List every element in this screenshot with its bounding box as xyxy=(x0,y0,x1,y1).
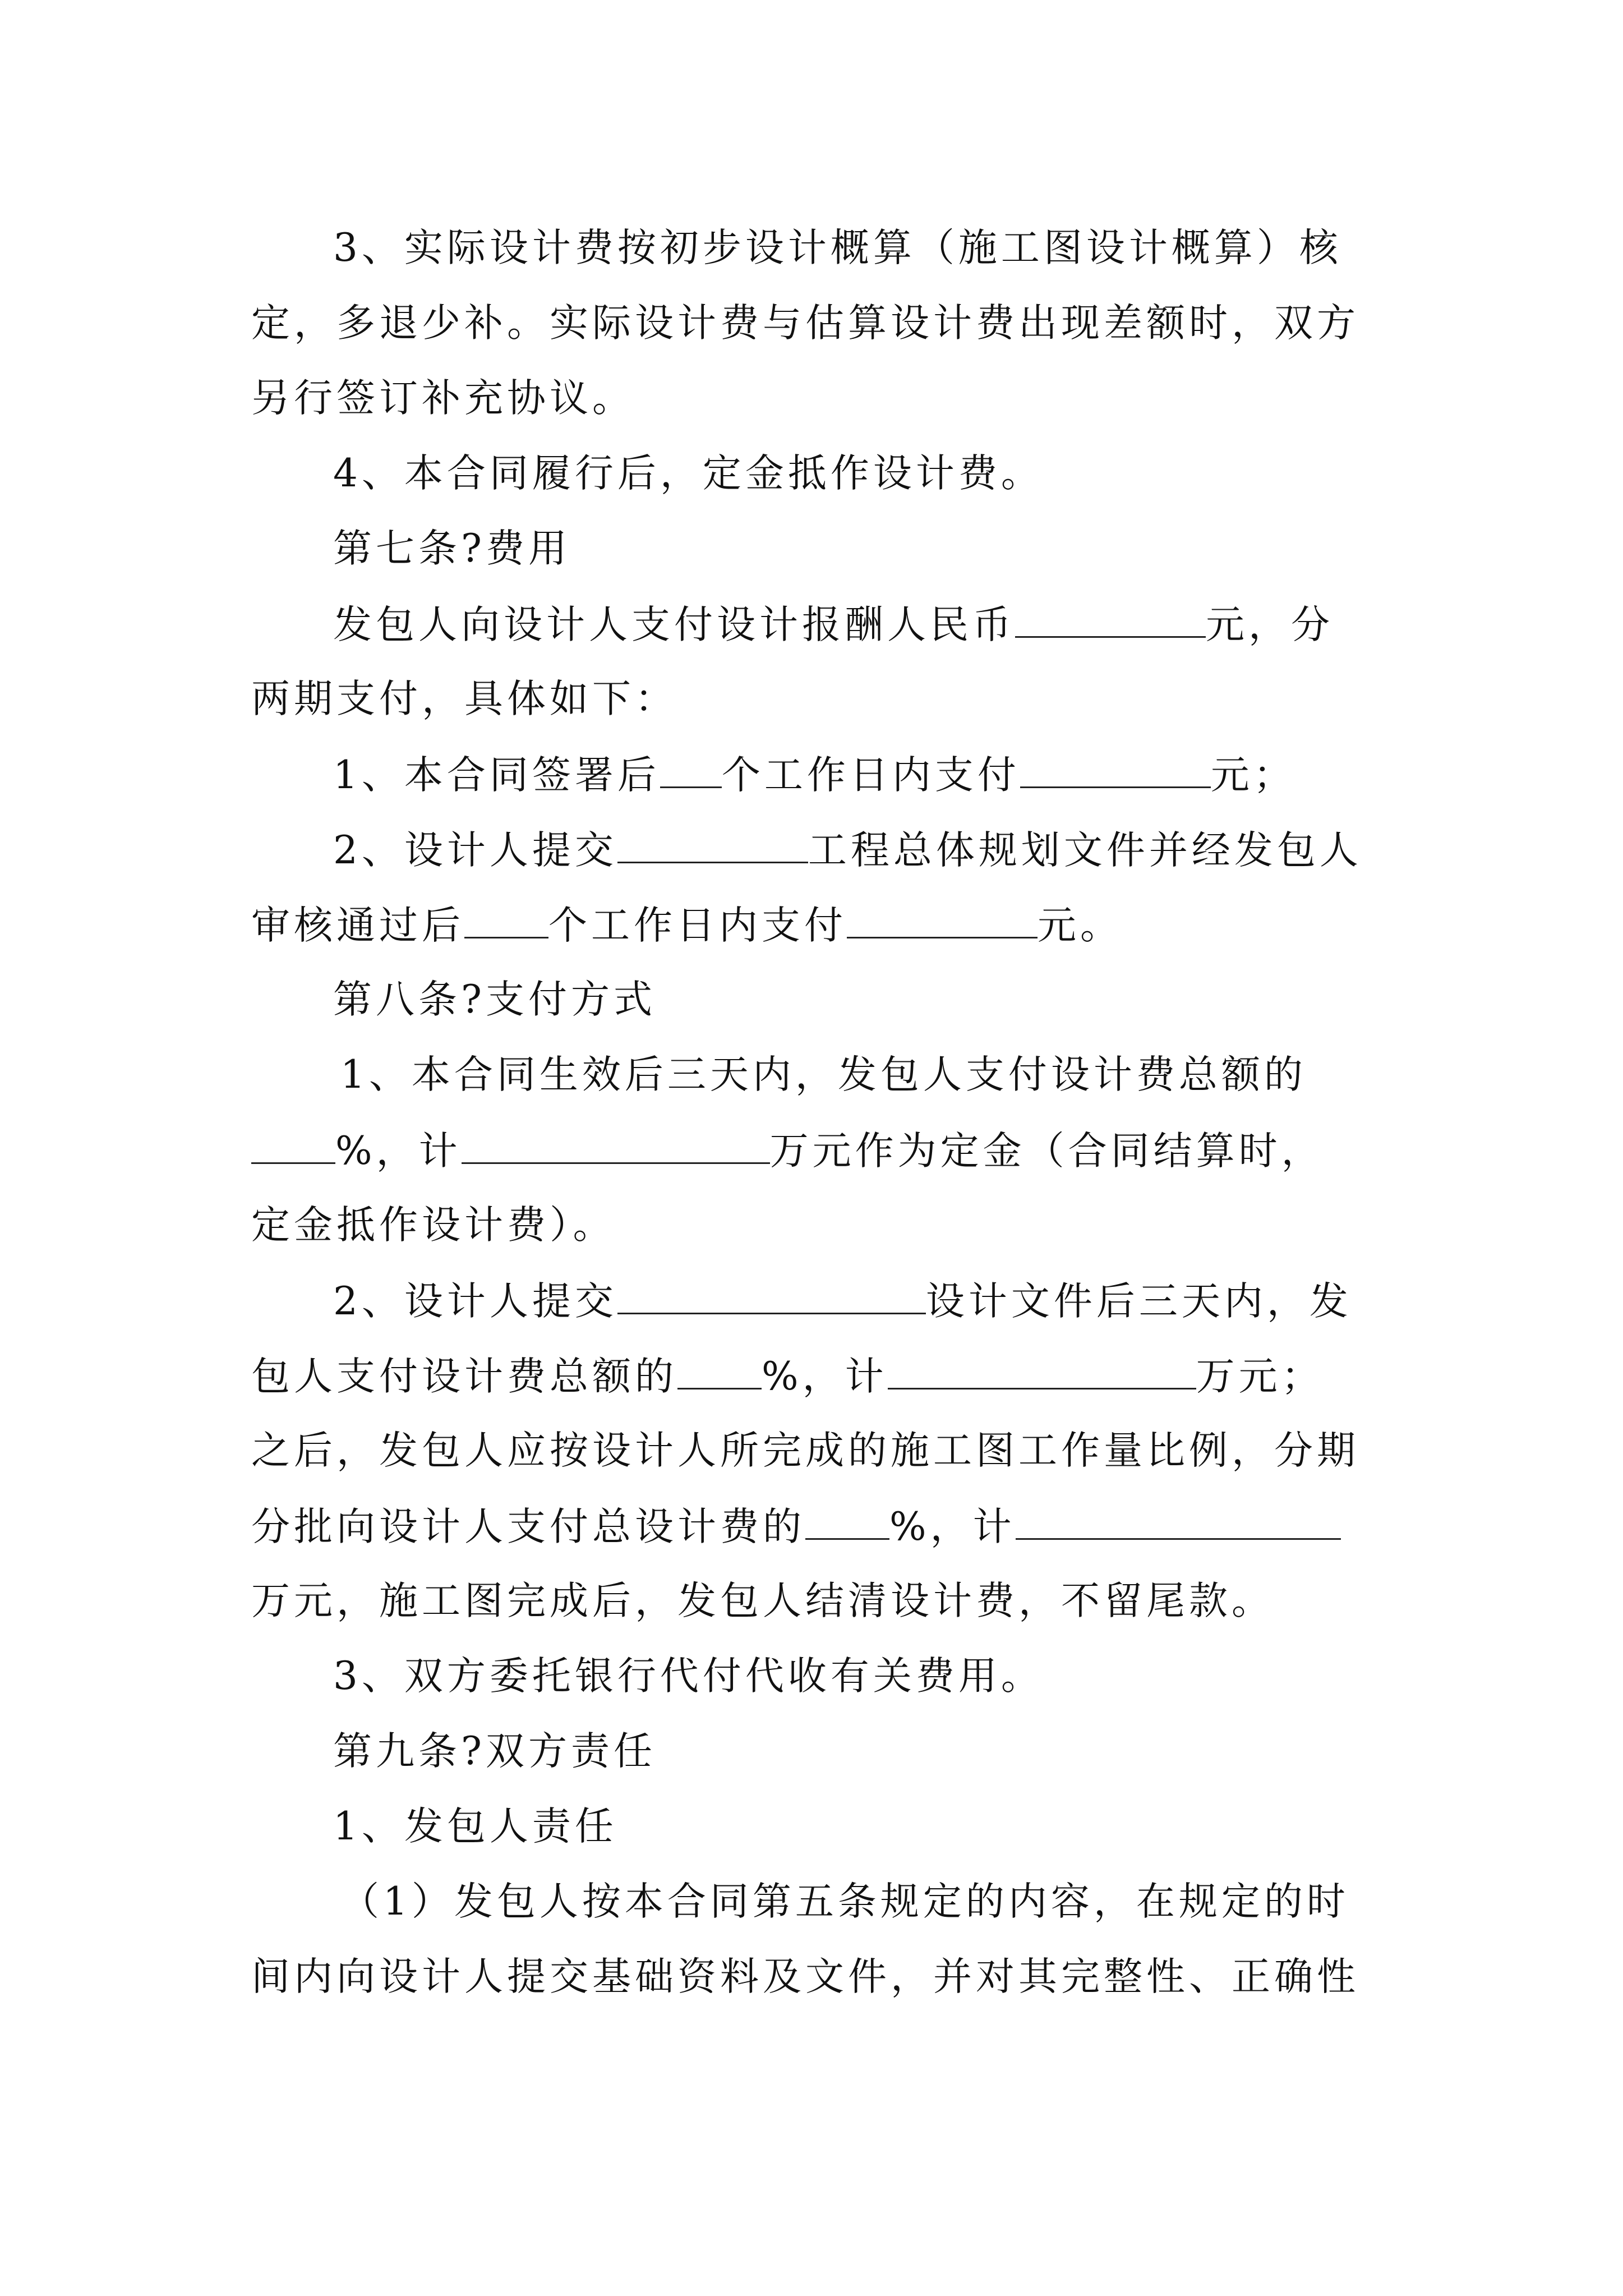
line-text: 另行签订补充协议。 xyxy=(251,376,635,421)
body-line xyxy=(251,1128,1401,1174)
line-text: 两期支付，具体如下： xyxy=(251,677,677,721)
body-line xyxy=(340,1052,1401,1097)
line-text: 设计文件后三天内，发 xyxy=(925,1279,1352,1324)
line-text: 定金抵作设计费）。 xyxy=(251,1203,616,1248)
line-text: 第八条?支付方式 xyxy=(333,977,656,1022)
line-text: 个工作日内支付 xyxy=(721,753,1020,798)
line-text: 万元，施工图完成后，发包人结清设计费，不留尾款。 xyxy=(251,1579,1274,1623)
line-text: 2、设计人提交 xyxy=(333,1279,617,1324)
body-line xyxy=(251,1503,1401,1549)
line-text: 工程总体规划文件并经发包人 xyxy=(808,828,1362,873)
body-line xyxy=(251,376,1401,421)
fill-blank xyxy=(617,1278,926,1314)
line-text: （1）发包人按本合同第五条规定的内容，在规定的时 xyxy=(340,1879,1349,1924)
line-text: 包人支付设计费总额的 xyxy=(251,1354,677,1399)
body-line xyxy=(333,226,1401,270)
fill-blank xyxy=(805,1503,889,1540)
line-text: 4、本合同履行后，定金抵作设计费。 xyxy=(333,451,1044,496)
line-text: 第七条?费用 xyxy=(333,526,571,571)
body-line xyxy=(333,451,1401,496)
body-line xyxy=(333,827,1401,873)
fill-blank xyxy=(1020,752,1211,788)
article-heading xyxy=(333,1729,1401,1774)
fill-blank xyxy=(1015,601,1206,638)
fill-blank xyxy=(464,902,548,938)
line-text: 2、设计人提交 xyxy=(333,828,617,873)
line-text: 万元； xyxy=(1196,1354,1324,1399)
fill-blank xyxy=(888,1353,1196,1389)
body-line xyxy=(333,1654,1401,1699)
line-text: %，计 xyxy=(889,1504,1016,1549)
body-line xyxy=(251,1428,1401,1473)
line-text: 第九条?双方责任 xyxy=(333,1729,656,1774)
line-text: 3、双方委托银行代付代收有关费用。 xyxy=(333,1654,1044,1699)
fill-blank xyxy=(462,1128,770,1164)
line-text: 3、实际设计费按初步设计概算（施工图设计概算）核 xyxy=(333,226,1342,270)
line-text: 间内向设计人提交基础资料及文件，并对其完整性、正确性 xyxy=(251,1954,1359,1999)
fill-blank xyxy=(251,1128,335,1164)
body-line xyxy=(251,1954,1401,1999)
fill-blank xyxy=(1016,1503,1341,1540)
body-line xyxy=(333,601,1401,647)
body-line xyxy=(251,677,1401,721)
line-text: 发包人向设计人支付设计报酬人民币 xyxy=(333,602,1015,647)
body-line xyxy=(251,902,1401,948)
body-line xyxy=(333,1804,1401,1849)
line-text: 分批向设计人支付总设计费的 xyxy=(251,1504,805,1549)
line-text: 1、本合同签署后 xyxy=(333,753,660,798)
body-line xyxy=(333,1278,1401,1324)
fill-blank xyxy=(617,827,808,863)
line-text: %，计 xyxy=(762,1354,888,1399)
line-text: 元； xyxy=(1210,753,1296,798)
line-text: 1、本合同生效后三天内，发包人支付设计费总额的 xyxy=(340,1052,1307,1097)
line-text: 之后，发包人应按设计人所完成的施工图工作量比例，分期 xyxy=(251,1428,1359,1473)
body-line xyxy=(333,752,1401,798)
body-line xyxy=(340,1879,1401,1924)
line-text: 万元作为定金（合同结算时， xyxy=(769,1129,1324,1174)
line-text: 审核通过后 xyxy=(251,903,464,948)
body-line xyxy=(251,301,1401,346)
line-text: 个工作日内支付 xyxy=(548,903,847,948)
body-line xyxy=(251,1353,1401,1399)
line-text: %，计 xyxy=(335,1129,462,1174)
line-text: 元。 xyxy=(1038,903,1123,948)
line-text: 元，分 xyxy=(1206,602,1334,647)
body-line xyxy=(251,1579,1401,1623)
line-text: 定，多退少补。实际设计费与估算设计费出现差额时，双方 xyxy=(251,301,1359,346)
fill-blank xyxy=(677,1353,762,1389)
line-text: 1、发包人责任 xyxy=(333,1804,617,1849)
fill-blank xyxy=(660,752,722,788)
article-heading xyxy=(333,977,1401,1022)
body-line xyxy=(251,1203,1401,1248)
article-heading xyxy=(333,526,1401,571)
fill-blank xyxy=(847,902,1038,938)
